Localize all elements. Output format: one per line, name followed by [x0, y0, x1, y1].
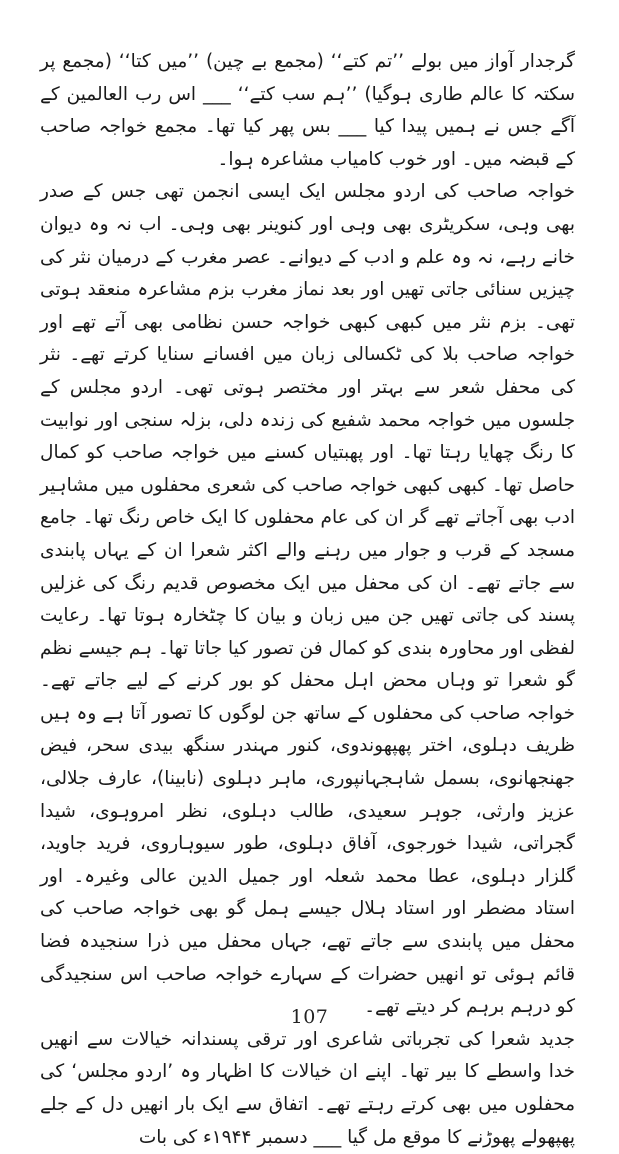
paragraph-3: جدید شعرا کی تجرباتی شاعری اور ترقی پسندانہ خیالات سے انھیں خدا واسطے کا بیر تھا۔ اپنے ان خیالات کا اظہار وہ ’اردو مجلس‘ کی محفلوں میں بھی کرتے رہتے تھے۔ اتفاق سے ایک بار انھیں دل کے جلے پھپھولے پھوڑنے کا موقع مل گیا ___ دسمبر ۱۹۴۴ء کی بات	[40, 1028, 575, 1148]
paragraph-2: خواجہ صاحب کی اردو مجلس ایک ایسی انجمن تھی جس کے صدر بھی وہی، سکریٹری بھی وہی اور کنوینر بھی وہی۔ اب نہ وہ دیوان خانے رہے، نہ وہ علم و ادب کے دیوانے۔ عصر مغرب کے درمیان نثر کی چیزیں سنائی جاتی تھیں اور بعد نماز مغرب بزم مشاعرہ منعقد ہوتی تھی۔ بزم نثر میں کبھی کبھی خواجہ حسن نظامی بھی آتے تھے اور خواجہ صاحب بلا کی ٹکسالی زبان میں افسانے سنایا کرتے تھے۔ نثر کی محفل شعر سے بہتر اور مختصر ہوتی تھی۔ اردو مجلس کے جلسوں میں خواجہ محمد شفیع کی زندہ دلی، بزلہ سنجی اور نوابیت کا رنگ چھایا رہتا تھا۔ اور پھبتیاں کسنے میں خواجہ صاحب کو کمال حاصل تھا۔ کبھی کبھی خواجہ صاحب کی شعری محفلوں میں مشاہیر ادب بھی آجاتے تھے گر ان کی عام محفلوں کا ایک خاص رنگ تھا۔ جامع مسجد کے قرب و جوار میں رہنے والے اکثر شعرا ان کے یہاں پابندی سے جاتے تھے۔ ان کی محفل میں ایک مخصوص قدیم رنگ کی غزلیں پسند کی جاتی تھیں جن میں زبان و بیان کا چٹخارہ ہوتا تھا۔ رعایت لفظی اور محاورہ بندی کو کمال فن تصور کیا جاتا تھا۔ ہم جیسے نظم گو شعرا تو وہاں محض اہل محفل کو بور کرنے کے لیے جاتے تھے۔ خواجہ صاحب کی محفلوں کے ساتھ جن لوگوں کا تصور آتا ہے وہ ہیں ظریف دہلوی، اختر پھپھوندوی، کنور مہندر سنگھ بیدی سحر، فیض جھنجھانوی، بسمل شاہجہانپوری، ماہر دہلوی (نابینا)، عارف جلالی، عزیز وارثی، جوہر سعیدی، طالب دہلوی، نظر امروہوی، شیدا گجراتی، شیدا خورجوی، آفاق دہلوی، طور سیوہاروی، فرید جاوید، گلزار دہلوی، عطا محمد شعلہ اور جمیل الدین عالی وغیرہ۔ اور استاد مضطر اور استاد ہلال جیسے ہمل گو بھی خواجہ صاحب کی محفل میں پابندی سے جاتے تھے، جہاں محفل میں ذرا سنجیدہ فضا قائم ہوئی تو انھیں حضرات کے سہارے خواجہ صاحب اس سنجیدگی کو درہم برہم کر دیتے تھے۔	[40, 181, 575, 1018]
paragraph-1: گرجدار آواز میں بولے ’’تم کتے‘‘ (مجمع بے چین) ’’میں کتا‘‘ (مجمع پر سکتہ کا عالم طاری ہوگیا) ’’ہم سب کتے‘‘ ___ اس رب العالمین کے آگے جس نے ہمیں پیدا کیا ___ بس پھر کیا تھا۔ مجمع خواجہ صاحب کے قبضہ میں۔ اور خوب کامیاب مشاعرہ ہوا۔	[40, 51, 575, 170]
page-body-text	[40, 46, 575, 1154]
page-number: 107	[290, 1006, 329, 1028]
